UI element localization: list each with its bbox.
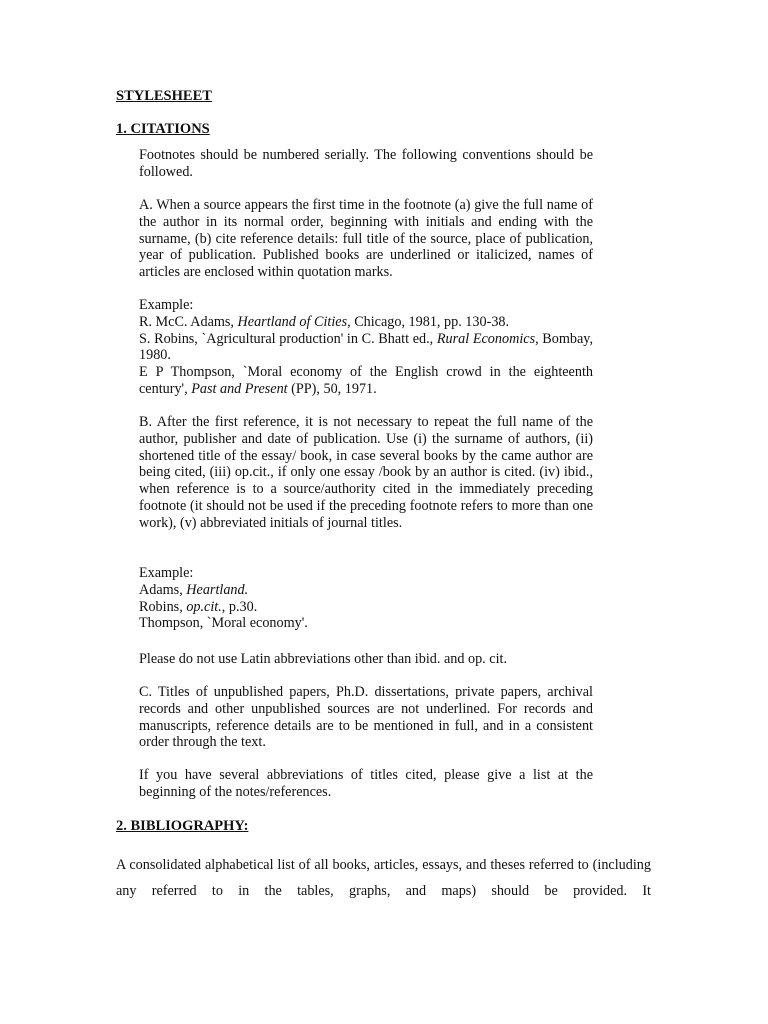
entry-text: , Chicago, 1981, pp. 130-38. xyxy=(347,313,510,330)
entry-text: Adams, xyxy=(139,581,187,598)
entry-text: E P Thompson, `Moral economy of the English crowd in the eighteenth century', xyxy=(139,364,593,397)
entry-title-italic: op.cit., xyxy=(186,598,226,615)
document-title: STYLESHEET xyxy=(116,88,212,104)
example-short-robins xyxy=(139,599,593,616)
example-block-2 xyxy=(139,565,593,632)
citations-para-b: B. After the first reference, it is not necessary to repeat the full name of the author, publisher and date of publication. Use (i) the surname of authors, (ii) shortened title of the essay/ book, in case several books by the came author are being cited, (iii) op.cit., if only one essay /book by an author is cited. (iv) ibid., when reference is to a source/authority cited in the immediately preceding footnote (it should not be used if the preceding footnote refers to more than one work), (v) abbreviated initials of journal titles. xyxy=(139,414,593,531)
entry-text: Robins, xyxy=(139,598,187,615)
example-entry-robins xyxy=(139,331,593,365)
citations-para-a: A. When a source appears the first time in the footnote (a) give the full name of the author in its normal order, beginning with initials and ending with the surname, (b) cite reference details: full title of the source, place of publication, year of publication. Published books are underlined or italicized, names of articles are enclosed within quotation marks. xyxy=(139,197,593,281)
example-label: Example: xyxy=(139,297,194,313)
citations-heading: 1. CITATIONS xyxy=(116,121,210,137)
citations-para-c: C. Titles of unpublished papers, Ph.D. dissertations, private papers, archival records and other unpublished sources are not underlined. For records and manuscripts, reference details are to be mentioned in full, and in a consistent order through the text. xyxy=(139,684,593,751)
entry-title-italic: Rural Economics xyxy=(436,330,536,347)
example-entry-adams xyxy=(139,314,593,331)
entry-text: R. McC. Adams, xyxy=(139,313,238,330)
example-short-adams xyxy=(139,582,593,599)
entry-title-italic: Heartland of Cities xyxy=(237,313,348,330)
example-block-1 xyxy=(139,297,593,398)
example-short-thompson: Thompson, `Moral economy'. xyxy=(139,615,308,632)
example-label: Example: xyxy=(139,565,194,581)
entry-text: , Bombay, 1980. xyxy=(139,330,594,364)
bibliography-heading: 2. BIBLIOGRAPHY: xyxy=(116,818,249,834)
entry-title-italic: Past and Present xyxy=(191,380,288,397)
abbreviations-list-note: If you have several abbreviations of titles cited, please give a list at the beginning of the notes/references. xyxy=(139,767,593,800)
example-entry-thompson xyxy=(139,364,593,398)
entry-text: (PP), 50, 1971. xyxy=(287,380,377,397)
entry-title-italic: Heartland. xyxy=(186,581,249,598)
citations-intro-paragraph: Footnotes should be numbered serially. The following conventions should be followed. xyxy=(139,147,593,180)
entry-text: p.30. xyxy=(225,598,258,615)
bibliography-paragraph: A consolidated alphabetical list of all books, articles, essays, and theses referred to (including any referred to in the tables, graphs, and maps) should be provided. It xyxy=(116,857,651,899)
latin-abbreviation-note: Please do not use Latin abbreviations other than ibid. and op. cit. xyxy=(139,651,508,667)
entry-text: S. Robins, `Agricultural production' in C. Bhatt ed., xyxy=(139,330,437,347)
